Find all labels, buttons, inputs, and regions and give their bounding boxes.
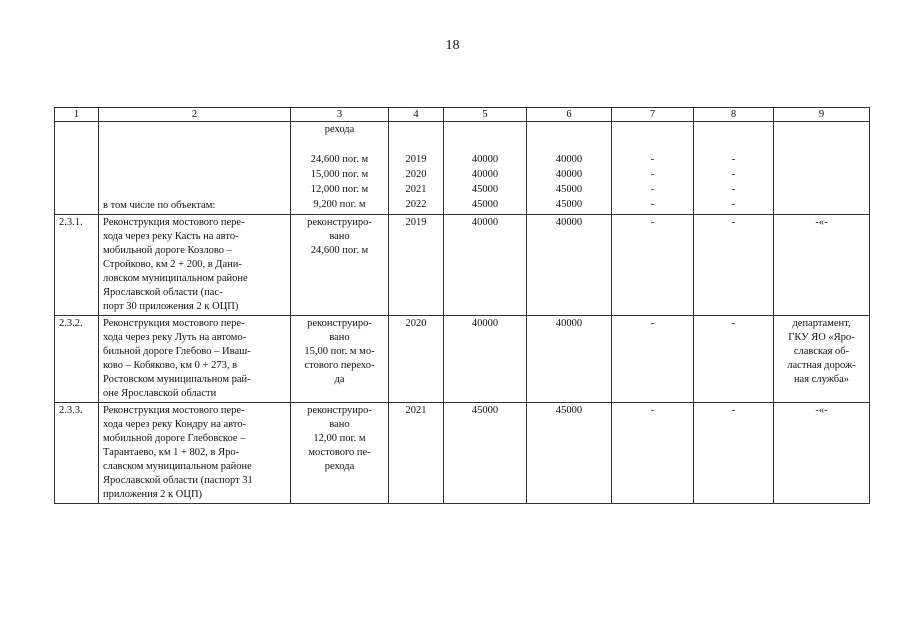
row-name: Реконструкция мостового пере- хода через реку Кондру на авто- мобильной дороге Глебовское – Тарантаево, км 1 + 802, в Яро- славском муниципальном районе Ярославской области (паспорт 31 приложения 2 к ОЦП) (99, 403, 291, 504)
col7-cell: - (612, 403, 694, 504)
value-line: 45000 (555, 199, 583, 210)
page-number: 18 (445, 38, 460, 53)
year-line: 2021 (405, 184, 427, 195)
table-row (55, 215, 870, 316)
col5-cell: 40000 (444, 316, 527, 403)
col-header: 5 (444, 108, 527, 122)
value-line: - (650, 184, 655, 195)
year-cell: 2021 (389, 403, 444, 504)
value-line: 40000 (555, 169, 583, 180)
measure-cell: реконструиро- вано 15,00 пог. м мо- стового перехо- да (291, 316, 389, 403)
program-table (54, 107, 870, 504)
year-line: 2022 (405, 199, 427, 210)
value-line: - (650, 154, 655, 165)
measure-line: 9,200 пог. м (313, 199, 366, 210)
measure-cell: реконструиро- вано 24,600 пог. м (291, 215, 389, 316)
year-cell (389, 122, 444, 215)
row-number (55, 122, 99, 215)
measure-cell (291, 122, 389, 215)
col-header: 3 (291, 108, 389, 122)
row-name: Реконструкция мостового пере- хода через реку Касть на авто- мобильной дороге Козлово – Стройково, км 2 + 200, в Дани- ловском муниципальном районе Ярославской области (пас- порт 30 приложения 2 к ОЦП) (99, 215, 291, 316)
col8-cell: - (694, 215, 774, 316)
col6-cell: 45000 (527, 403, 612, 504)
measure-line: 12,000 пог. м (310, 184, 369, 195)
col8-cell: - (694, 403, 774, 504)
col5-cell: 40000 (444, 215, 527, 316)
value-line: - (650, 169, 655, 180)
col-header: 6 (527, 108, 612, 122)
row-number: 2.3.1. (55, 215, 99, 316)
executor-cell (774, 122, 870, 215)
table-row (55, 316, 870, 403)
col7-cell (612, 122, 694, 215)
col5-cell (444, 122, 527, 215)
value-line: - (731, 184, 736, 195)
col6-cell (527, 122, 612, 215)
col8-cell: - (694, 316, 774, 403)
year-cell: 2019 (389, 215, 444, 316)
col8-cell (694, 122, 774, 215)
col-header: 8 (694, 108, 774, 122)
executor-cell: -«- (774, 215, 870, 316)
executor-cell: -«- (774, 403, 870, 504)
measure-cell: реконструиро- вано 12,00 пог. м мостового пе- рехода (291, 403, 389, 504)
row-number: 2.3.2. (55, 316, 99, 403)
measure-top: рехода (324, 124, 355, 135)
col6-cell: 40000 (527, 316, 612, 403)
measure-line: 15,000 пог. м (310, 169, 369, 180)
value-line: 45000 (555, 184, 583, 195)
row-name: Реконструкция мостового пере- хода через реку Луть на автомо- бильной дороге Глебово – Иваш- ково – Кобяково, км 0 + 273, в Ростовском муниципальном рай- оне Ярославской области (99, 316, 291, 403)
value-line: 40000 (471, 154, 499, 165)
row-name: в том числе по объектам: (99, 122, 291, 215)
year-line: 2020 (405, 169, 427, 180)
value-line: - (731, 154, 736, 165)
col7-cell: - (612, 316, 694, 403)
col7-cell: - (612, 215, 694, 316)
continuation-row (55, 122, 870, 215)
value-line: 40000 (555, 154, 583, 165)
value-line: - (650, 199, 655, 210)
col-header: 4 (389, 108, 444, 122)
value-line: 40000 (471, 169, 499, 180)
table-row (55, 403, 870, 504)
header-row (55, 108, 870, 122)
col6-cell: 40000 (527, 215, 612, 316)
measure-line: 24,600 пог. м (310, 154, 369, 165)
col-header: 2 (99, 108, 291, 122)
col-header: 1 (55, 108, 99, 122)
col-header: 9 (774, 108, 870, 122)
row-number: 2.3.3. (55, 403, 99, 504)
col-header: 7 (612, 108, 694, 122)
value-line: - (731, 199, 736, 210)
value-line: 45000 (471, 199, 499, 210)
value-line: - (731, 169, 736, 180)
executor-cell: департамент, ГКУ ЯО «Яро- славская об- ластная дорож- ная служба» (774, 316, 870, 403)
value-line: 45000 (471, 184, 499, 195)
year-cell: 2020 (389, 316, 444, 403)
year-line: 2019 (405, 154, 427, 165)
col5-cell: 45000 (444, 403, 527, 504)
